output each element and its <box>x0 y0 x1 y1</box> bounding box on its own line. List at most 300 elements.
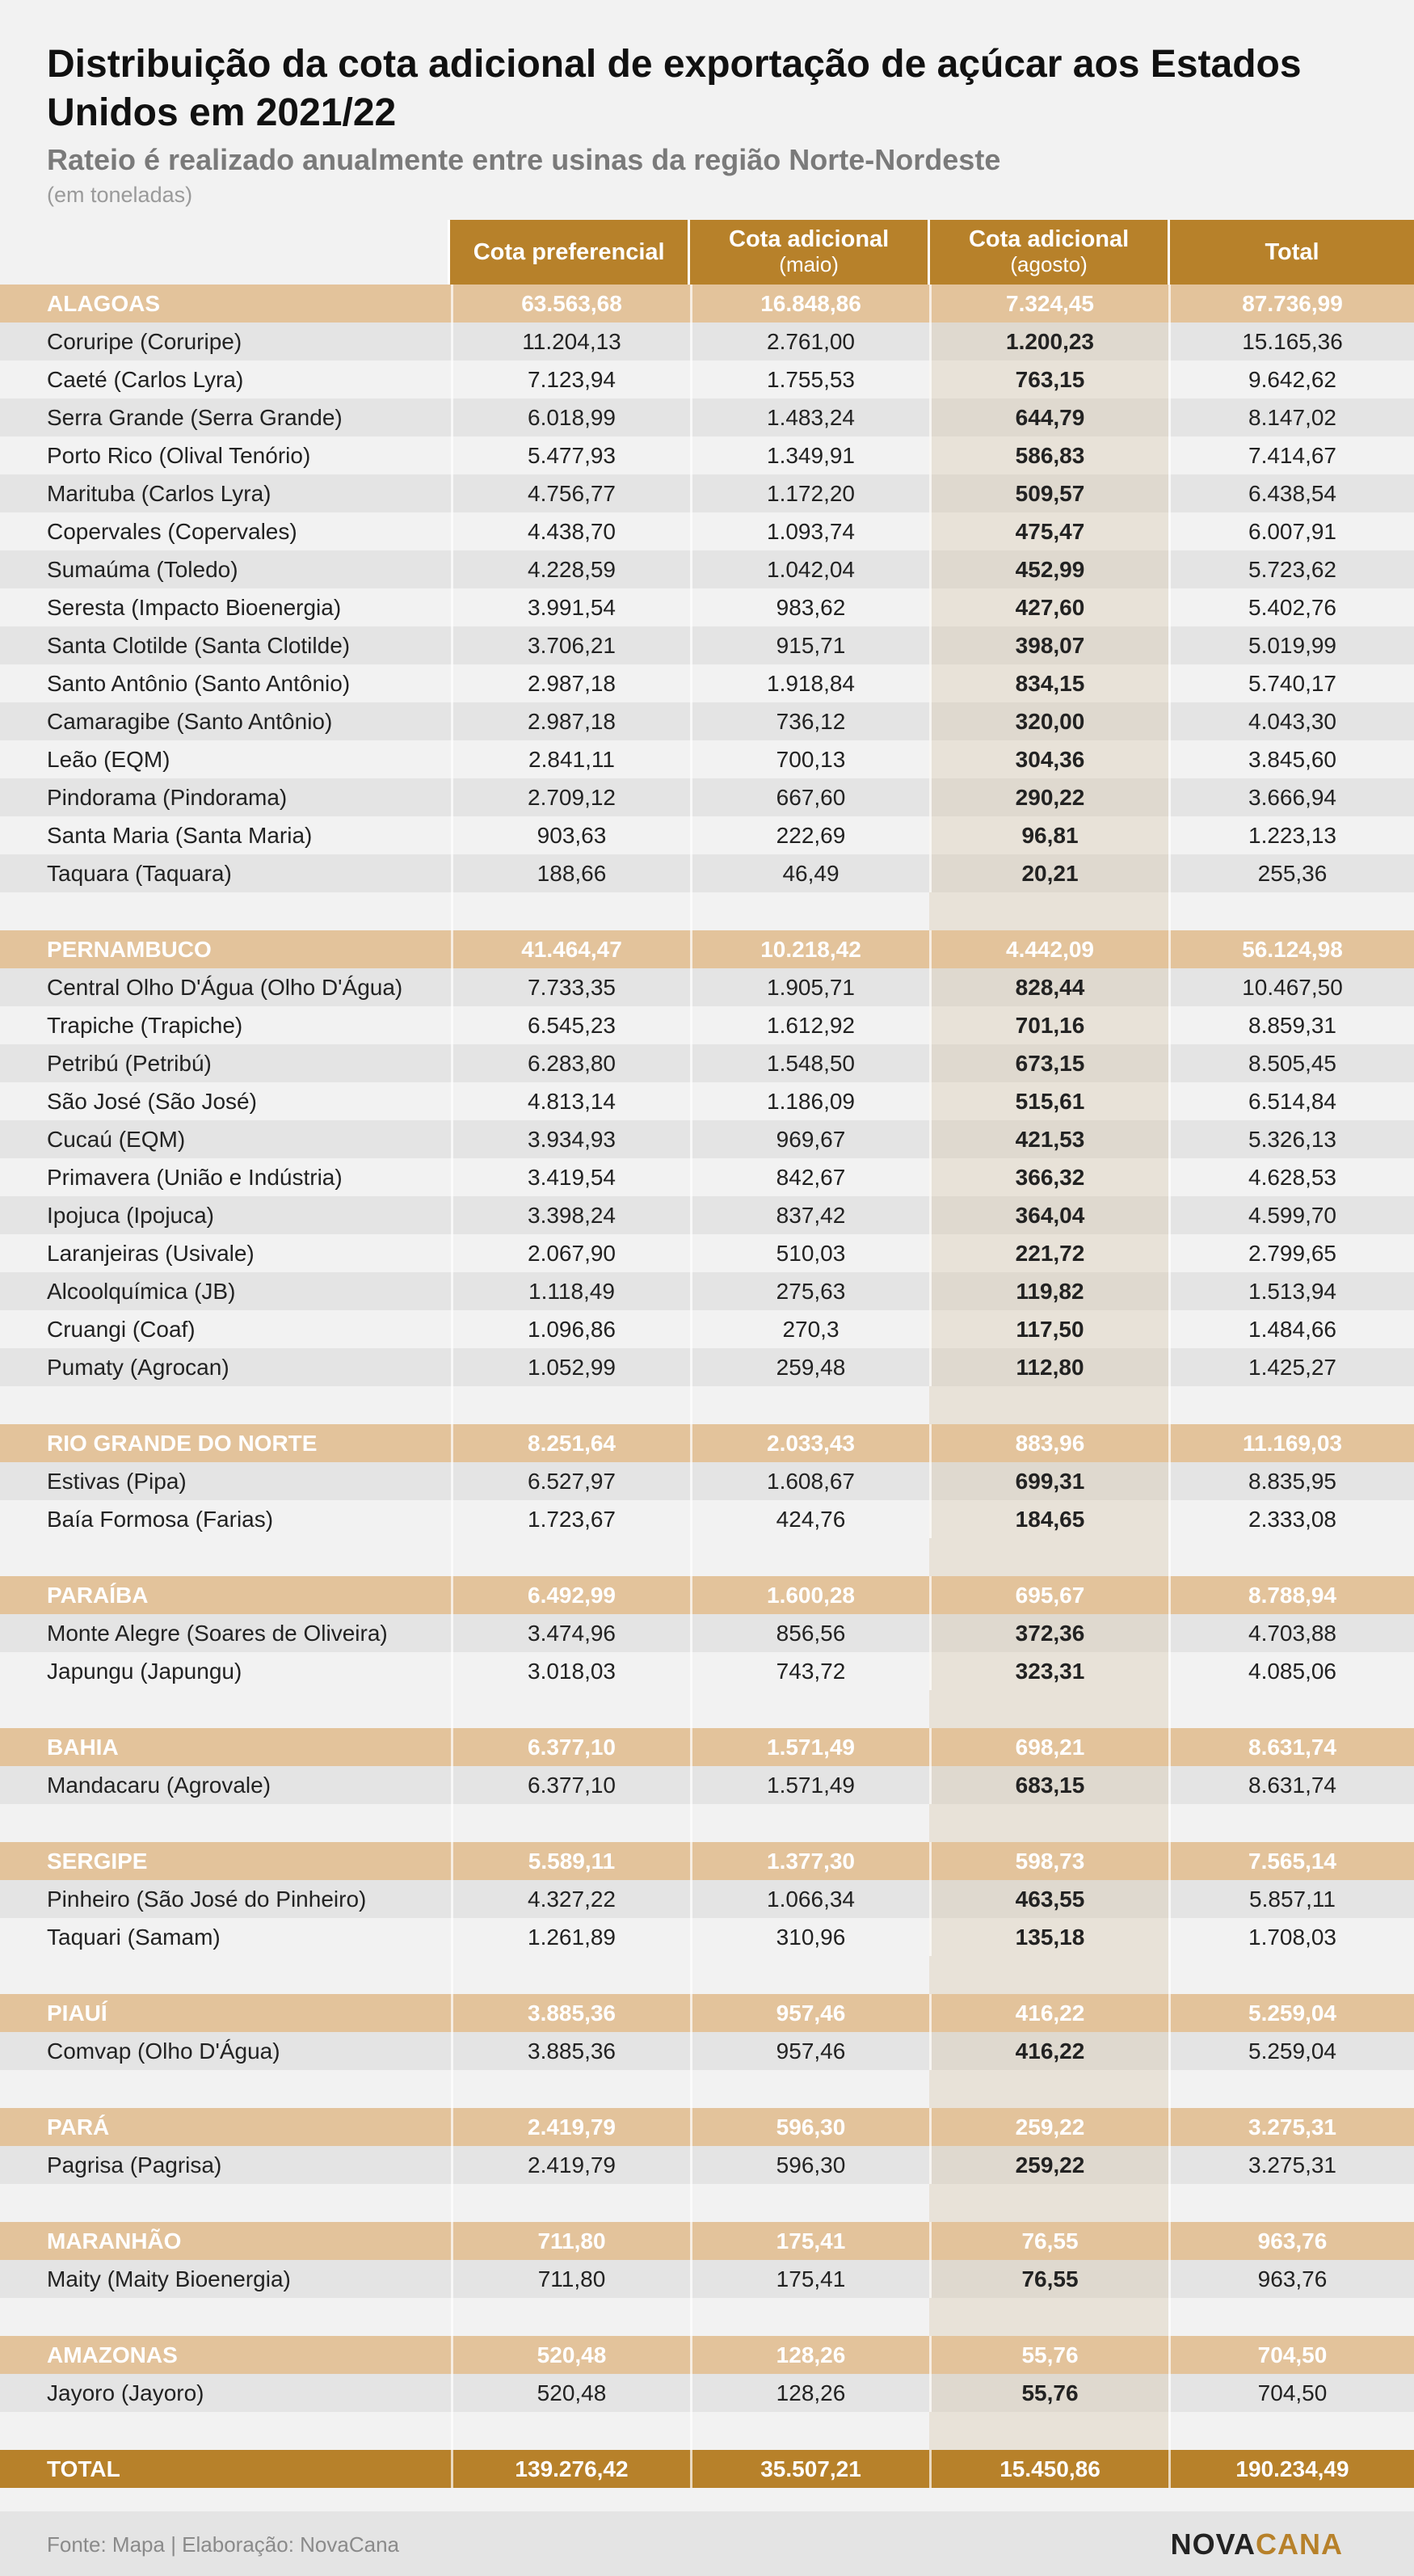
value-cell: 5.259,04 <box>1168 2032 1414 2070</box>
column-header-label: Cota adicional <box>968 226 1130 252</box>
value-cell: 424,76 <box>690 1500 929 1538</box>
spacer-cell <box>929 1538 1168 1576</box>
row-label: Japungu (Japungu) <box>47 1658 242 1684</box>
value-cell: 698,21 <box>929 1728 1168 1766</box>
value-cell: 366,32 <box>929 1158 1168 1196</box>
value-cell: 667,60 <box>690 778 929 816</box>
row-label: Mandacaru (Agrovale) <box>47 1772 271 1798</box>
value-cell: 8.631,74 <box>1168 1766 1414 1804</box>
value-cell: 3.706,21 <box>451 626 690 664</box>
value-cell: 701,16 <box>929 1006 1168 1044</box>
page-title: Distribuição da cota adicional de exportação de açúcar aos Estados Unidos em 2021/22 <box>47 43 1302 134</box>
table-row <box>0 854 1414 892</box>
value-cell: 1.548,50 <box>690 1044 929 1082</box>
header <box>47 40 1380 208</box>
value-cell: 15.165,36 <box>1168 323 1414 360</box>
value-cell: 2.419,79 <box>451 2146 690 2184</box>
value-cell: 117,50 <box>929 1310 1168 1348</box>
row-label: Pumaty (Agrocan) <box>47 1354 229 1380</box>
spacer-cell <box>690 1538 929 1576</box>
value-cell: 112,80 <box>929 1348 1168 1386</box>
value-cell: 8.835,95 <box>1168 1462 1414 1500</box>
value-cell: 3.419,54 <box>451 1158 690 1196</box>
value-cell: 1.349,91 <box>690 436 929 474</box>
value-cell: 673,15 <box>929 1044 1168 1082</box>
spacer-cell <box>1168 1804 1414 1842</box>
spacer-cell <box>0 2070 451 2108</box>
row-label: SERGIPE <box>47 1848 148 1874</box>
value-cell: 8.859,31 <box>1168 1006 1414 1044</box>
value-cell: 190.234,49 <box>1168 2450 1414 2488</box>
spacer-row <box>0 2184 1414 2222</box>
value-cell: 1.261,89 <box>451 1918 690 1956</box>
spacer-cell <box>1168 1956 1414 1994</box>
spacer-cell <box>690 2070 929 2108</box>
value-cell: 259,22 <box>929 2108 1168 2146</box>
value-cell: 1.425,27 <box>1168 1348 1414 1386</box>
value-cell: 96,81 <box>929 816 1168 854</box>
column-header-adicional-maio <box>688 220 928 285</box>
table-row <box>0 512 1414 550</box>
row-label: Central Olho D'Água (Olho D'Água) <box>47 974 403 1000</box>
column-header-total <box>1168 220 1414 285</box>
value-cell: 883,96 <box>929 1424 1168 1462</box>
value-cell: 11.204,13 <box>451 323 690 360</box>
spacer-cell <box>451 2070 690 2108</box>
row-label: BAHIA <box>47 1734 119 1760</box>
value-cell: 963,76 <box>1168 2222 1414 2260</box>
table-row <box>0 664 1414 702</box>
value-cell: 55,76 <box>929 2336 1168 2374</box>
value-cell: 1.052,99 <box>451 1348 690 1386</box>
value-cell: 4.756,77 <box>451 474 690 512</box>
quota-table <box>0 220 1414 2488</box>
spacer-cell <box>451 892 690 930</box>
value-cell: 6.492,99 <box>451 1576 690 1614</box>
row-label: PERNAMBUCO <box>47 936 212 962</box>
value-cell: 6.527,97 <box>451 1462 690 1500</box>
spacer-cell <box>1168 1690 1414 1728</box>
value-cell: 683,15 <box>929 1766 1168 1804</box>
table-row <box>0 816 1414 854</box>
state-row <box>0 930 1414 968</box>
logo-text-nova: NOVA <box>1170 2528 1256 2561</box>
row-label: Taquara (Taquara) <box>47 860 232 886</box>
value-cell: 1.612,92 <box>690 1006 929 1044</box>
value-cell: 87.736,99 <box>1168 285 1414 323</box>
value-cell: 421,53 <box>929 1120 1168 1158</box>
row-label: Primavera (União e Indústria) <box>47 1164 343 1190</box>
value-cell: 1.513,94 <box>1168 1272 1414 1310</box>
value-cell: 2.761,00 <box>690 323 929 360</box>
value-cell: 6.545,23 <box>451 1006 690 1044</box>
spacer-cell <box>929 1804 1168 1842</box>
table-row <box>0 1006 1414 1044</box>
spacer-cell <box>690 1690 929 1728</box>
row-label: Porto Rico (Olival Tenório) <box>47 442 311 468</box>
table-row <box>0 2260 1414 2298</box>
row-label: Jayoro (Jayoro) <box>47 2380 204 2405</box>
value-cell: 1.608,67 <box>690 1462 929 1500</box>
row-label: AMAZONAS <box>47 2342 178 2367</box>
spacer-cell <box>929 1690 1168 1728</box>
value-cell: 1.918,84 <box>690 664 929 702</box>
table-row <box>0 702 1414 740</box>
value-cell: 515,61 <box>929 1082 1168 1120</box>
value-cell: 3.991,54 <box>451 588 690 626</box>
spacer-cell <box>451 2412 690 2450</box>
value-cell: 644,79 <box>929 398 1168 436</box>
row-label: Trapiche (Trapiche) <box>47 1012 243 1038</box>
value-cell: 828,44 <box>929 968 1168 1006</box>
table-row <box>0 1082 1414 1120</box>
value-cell: 1.186,09 <box>690 1082 929 1120</box>
row-label: Estivas (Pipa) <box>47 1468 187 1494</box>
value-cell: 969,67 <box>690 1120 929 1158</box>
value-cell: 4.628,53 <box>1168 1158 1414 1196</box>
value-cell: 259,48 <box>690 1348 929 1386</box>
value-cell: 7.414,67 <box>1168 436 1414 474</box>
row-label: Seresta (Impacto Bioenergia) <box>47 594 342 620</box>
value-cell: 8.631,74 <box>1168 1728 1414 1766</box>
value-cell: 5.402,76 <box>1168 588 1414 626</box>
spacer-cell <box>690 1956 929 1994</box>
state-row <box>0 1842 1414 1880</box>
value-cell: 3.885,36 <box>451 2032 690 2070</box>
row-label: Cucaú (EQM) <box>47 1126 186 1152</box>
table-row <box>0 1500 1414 1538</box>
table-row <box>0 398 1414 436</box>
spacer-cell <box>0 1386 451 1424</box>
spacer-cell <box>451 2184 690 2222</box>
value-cell: 76,55 <box>929 2260 1168 2298</box>
value-cell: 139.276,42 <box>451 2450 690 2488</box>
row-label: ALAGOAS <box>47 290 160 316</box>
table-row <box>0 436 1414 474</box>
spacer-cell <box>451 1690 690 1728</box>
value-cell: 2.067,90 <box>451 1234 690 1272</box>
state-row <box>0 1728 1414 1766</box>
column-header-label: Cota adicional <box>729 226 890 252</box>
spacer-cell <box>690 1386 929 1424</box>
spacer-cell <box>1168 1538 1414 1576</box>
value-cell: 259,22 <box>929 2146 1168 2184</box>
value-cell: 270,3 <box>690 1310 929 1348</box>
row-label: Cruangi (Coaf) <box>47 1316 196 1342</box>
value-cell: 290,22 <box>929 778 1168 816</box>
table-row <box>0 550 1414 588</box>
spacer-cell <box>1168 2298 1414 2336</box>
value-cell: 695,67 <box>929 1576 1168 1614</box>
value-cell: 2.841,11 <box>451 740 690 778</box>
value-cell: 119,82 <box>929 1272 1168 1310</box>
row-label: Laranjeiras (Usivale) <box>47 1240 255 1266</box>
total-row <box>0 2450 1414 2488</box>
value-cell: 6.007,91 <box>1168 512 1414 550</box>
row-label: Santa Clotilde (Santa Clotilde) <box>47 632 351 658</box>
state-row <box>0 1576 1414 1614</box>
spacer-cell <box>929 2184 1168 2222</box>
value-cell: 5.019,99 <box>1168 626 1414 664</box>
value-cell: 56.124,98 <box>1168 930 1414 968</box>
value-cell: 221,72 <box>929 1234 1168 1272</box>
value-cell: 700,13 <box>690 740 929 778</box>
table-row <box>0 1196 1414 1234</box>
value-cell: 743,72 <box>690 1652 929 1690</box>
row-label: Sumaúma (Toledo) <box>47 556 238 582</box>
value-cell: 8.147,02 <box>1168 398 1414 436</box>
row-label: Alcoolquímica (JB) <box>47 1278 236 1304</box>
value-cell: 16.848,86 <box>690 285 929 323</box>
row-label: Coruripe (Coruripe) <box>47 328 242 354</box>
spacer-row <box>0 1804 1414 1842</box>
value-cell: 856,56 <box>690 1614 929 1652</box>
table-row <box>0 1880 1414 1918</box>
value-cell: 5.326,13 <box>1168 1120 1414 1158</box>
row-label: Pindorama (Pindorama) <box>47 784 288 810</box>
value-cell: 2.987,18 <box>451 664 690 702</box>
value-cell: 1.172,20 <box>690 474 929 512</box>
value-cell: 586,83 <box>929 436 1168 474</box>
value-cell: 834,15 <box>929 664 1168 702</box>
table-row <box>0 778 1414 816</box>
value-cell: 55,76 <box>929 2374 1168 2412</box>
value-cell: 6.018,99 <box>451 398 690 436</box>
state-row <box>0 2108 1414 2146</box>
spacer-row <box>0 892 1414 930</box>
value-cell: 364,04 <box>929 1196 1168 1234</box>
value-cell: 5.477,93 <box>451 436 690 474</box>
value-cell: 7.324,45 <box>929 285 1168 323</box>
column-header-label: Total <box>1265 238 1319 265</box>
spacer-cell <box>690 2298 929 2336</box>
value-cell: 1.723,67 <box>451 1500 690 1538</box>
value-cell: 8.251,64 <box>451 1424 690 1462</box>
value-cell: 128,26 <box>690 2374 929 2412</box>
source-note: Fonte: Mapa | Elaboração: NovaCana <box>47 2532 400 2557</box>
value-cell: 842,67 <box>690 1158 929 1196</box>
value-cell: 1.200,23 <box>929 323 1168 360</box>
state-row <box>0 1994 1414 2032</box>
value-cell: 704,50 <box>1168 2336 1414 2374</box>
value-cell: 1.223,13 <box>1168 816 1414 854</box>
spacer-cell <box>0 2184 451 2222</box>
row-label: PARAÍBA <box>47 1582 149 1608</box>
logo-text-cana: CANA <box>1256 2528 1343 2561</box>
value-cell: 1.905,71 <box>690 968 929 1006</box>
value-cell: 1.066,34 <box>690 1880 929 1918</box>
unit-note: (em toneladas) <box>47 183 193 207</box>
spacer-cell <box>929 1386 1168 1424</box>
column-header-adicional-agosto <box>928 220 1168 285</box>
value-cell: 320,00 <box>929 702 1168 740</box>
column-header-row <box>0 220 1414 285</box>
value-cell: 8.505,45 <box>1168 1044 1414 1082</box>
value-cell: 520,48 <box>451 2374 690 2412</box>
spacer-cell <box>929 1956 1168 1994</box>
value-cell: 8.788,94 <box>1168 1576 1414 1614</box>
spacer-cell <box>1168 1386 1414 1424</box>
value-cell: 6.438,54 <box>1168 474 1414 512</box>
value-cell: 11.169,03 <box>1168 1424 1414 1462</box>
value-cell: 4.442,09 <box>929 930 1168 968</box>
spacer-row <box>0 1690 1414 1728</box>
spacer-cell <box>0 1690 451 1728</box>
spacer-cell <box>929 2412 1168 2450</box>
value-cell: 41.464,47 <box>451 930 690 968</box>
value-cell: 699,31 <box>929 1462 1168 1500</box>
value-cell: 7.565,14 <box>1168 1842 1414 1880</box>
value-cell: 3.934,93 <box>451 1120 690 1158</box>
value-cell: 4.085,06 <box>1168 1652 1414 1690</box>
value-cell: 963,76 <box>1168 2260 1414 2298</box>
spacer-cell <box>451 1804 690 1842</box>
value-cell: 255,36 <box>1168 854 1414 892</box>
value-cell: 10.218,42 <box>690 930 929 968</box>
value-cell: 520,48 <box>451 2336 690 2374</box>
value-cell: 222,69 <box>690 816 929 854</box>
table-row <box>0 1120 1414 1158</box>
spacer-row <box>0 2412 1414 2450</box>
value-cell: 5.740,17 <box>1168 664 1414 702</box>
value-cell: 4.228,59 <box>451 550 690 588</box>
value-cell: 46,49 <box>690 854 929 892</box>
table-row <box>0 2374 1414 2412</box>
row-label: Taquari (Samam) <box>47 1924 221 1950</box>
value-cell: 2.987,18 <box>451 702 690 740</box>
row-label: Camaragibe (Santo Antônio) <box>47 708 333 734</box>
value-cell: 1.093,74 <box>690 512 929 550</box>
row-label: Leão (EQM) <box>47 746 170 772</box>
value-cell: 1.571,49 <box>690 1728 929 1766</box>
row-label: Caeté (Carlos Lyra) <box>47 366 244 392</box>
value-cell: 3.275,31 <box>1168 2146 1414 2184</box>
column-header-preferencial <box>448 220 688 285</box>
row-label: Maity (Maity Bioenergia) <box>47 2266 291 2291</box>
spacer-cell <box>451 2298 690 2336</box>
value-cell: 1.484,66 <box>1168 1310 1414 1348</box>
row-label: Pinheiro (São José do Pinheiro) <box>47 1886 367 1912</box>
row-label: Pagrisa (Pagrisa) <box>47 2152 222 2178</box>
table-row <box>0 323 1414 360</box>
value-cell: 5.723,62 <box>1168 550 1414 588</box>
spacer-cell <box>1168 2184 1414 2222</box>
value-cell: 7.123,94 <box>451 360 690 398</box>
spacer-cell <box>0 2412 451 2450</box>
spacer-cell <box>0 1538 451 1576</box>
value-cell: 837,42 <box>690 1196 929 1234</box>
spacer-cell <box>690 892 929 930</box>
value-cell: 463,55 <box>929 1880 1168 1918</box>
value-cell: 9.642,62 <box>1168 360 1414 398</box>
value-cell: 6.377,10 <box>451 1728 690 1766</box>
value-cell: 416,22 <box>929 1994 1168 2032</box>
table-row <box>0 1158 1414 1196</box>
row-label: RIO GRANDE DO NORTE <box>47 1430 318 1456</box>
value-cell: 20,21 <box>929 854 1168 892</box>
value-cell: 1.483,24 <box>690 398 929 436</box>
table-row <box>0 2032 1414 2070</box>
value-cell: 1.118,49 <box>451 1272 690 1310</box>
value-cell: 6.283,80 <box>451 1044 690 1082</box>
value-cell: 596,30 <box>690 2146 929 2184</box>
state-row <box>0 285 1414 323</box>
table-row <box>0 1348 1414 1386</box>
value-cell: 4.438,70 <box>451 512 690 550</box>
spacer-cell <box>1168 2070 1414 2108</box>
row-label: Monte Alegre (Soares de Oliveira) <box>47 1620 388 1646</box>
value-cell: 3.398,24 <box>451 1196 690 1234</box>
row-label: MARANHÃO <box>47 2228 182 2253</box>
value-cell: 372,36 <box>929 1614 1168 1652</box>
value-cell: 4.813,14 <box>451 1082 690 1120</box>
state-row <box>0 2222 1414 2260</box>
value-cell: 2.419,79 <box>451 2108 690 2146</box>
spacer-cell <box>929 892 1168 930</box>
column-header-label: Cota preferencial <box>473 238 665 265</box>
value-cell: 427,60 <box>929 588 1168 626</box>
value-cell: 304,36 <box>929 740 1168 778</box>
value-cell: 5.259,04 <box>1168 1994 1414 2032</box>
column-header-sublabel: (maio) <box>779 252 839 276</box>
value-cell: 398,07 <box>929 626 1168 664</box>
value-cell: 957,46 <box>690 2032 929 2070</box>
value-cell: 509,57 <box>929 474 1168 512</box>
spacer-cell <box>690 2184 929 2222</box>
value-cell: 598,73 <box>929 1842 1168 1880</box>
table-row <box>0 1766 1414 1804</box>
value-cell: 416,22 <box>929 2032 1168 2070</box>
spacer-row <box>0 1956 1414 1994</box>
column-header-spacer <box>0 220 448 285</box>
spacer-row <box>0 1538 1414 1576</box>
value-cell: 5.589,11 <box>451 1842 690 1880</box>
value-cell: 704,50 <box>1168 2374 1414 2412</box>
value-cell: 915,71 <box>690 626 929 664</box>
row-label: Copervales (Copervales) <box>47 518 297 544</box>
value-cell: 275,63 <box>690 1272 929 1310</box>
value-cell: 15.450,86 <box>929 2450 1168 2488</box>
spacer-cell <box>451 1538 690 1576</box>
value-cell: 1.571,49 <box>690 1766 929 1804</box>
value-cell: 596,30 <box>690 2108 929 2146</box>
table-row <box>0 1310 1414 1348</box>
value-cell: 4.599,70 <box>1168 1196 1414 1234</box>
row-label: Petribú (Petribú) <box>47 1050 212 1076</box>
value-cell: 763,15 <box>929 360 1168 398</box>
value-cell: 510,03 <box>690 1234 929 1272</box>
table-row <box>0 474 1414 512</box>
row-label: Ipojuca (Ipojuca) <box>47 1202 215 1228</box>
value-cell: 2.799,65 <box>1168 1234 1414 1272</box>
value-cell: 711,80 <box>451 2260 690 2298</box>
value-cell: 175,41 <box>690 2260 929 2298</box>
table-row <box>0 1614 1414 1652</box>
row-label: PARÁ <box>47 2114 110 2140</box>
spacer-cell <box>0 1956 451 1994</box>
value-cell: 983,62 <box>690 588 929 626</box>
value-cell: 3.666,94 <box>1168 778 1414 816</box>
spacer-row <box>0 2070 1414 2108</box>
value-cell: 475,47 <box>929 512 1168 550</box>
table-row <box>0 1652 1414 1690</box>
value-cell: 7.733,35 <box>451 968 690 1006</box>
spacer-cell <box>1168 2412 1414 2450</box>
value-cell: 2.333,08 <box>1168 1500 1414 1538</box>
value-cell: 6.377,10 <box>451 1766 690 1804</box>
value-cell: 1.377,30 <box>690 1842 929 1880</box>
table-row <box>0 1272 1414 1310</box>
